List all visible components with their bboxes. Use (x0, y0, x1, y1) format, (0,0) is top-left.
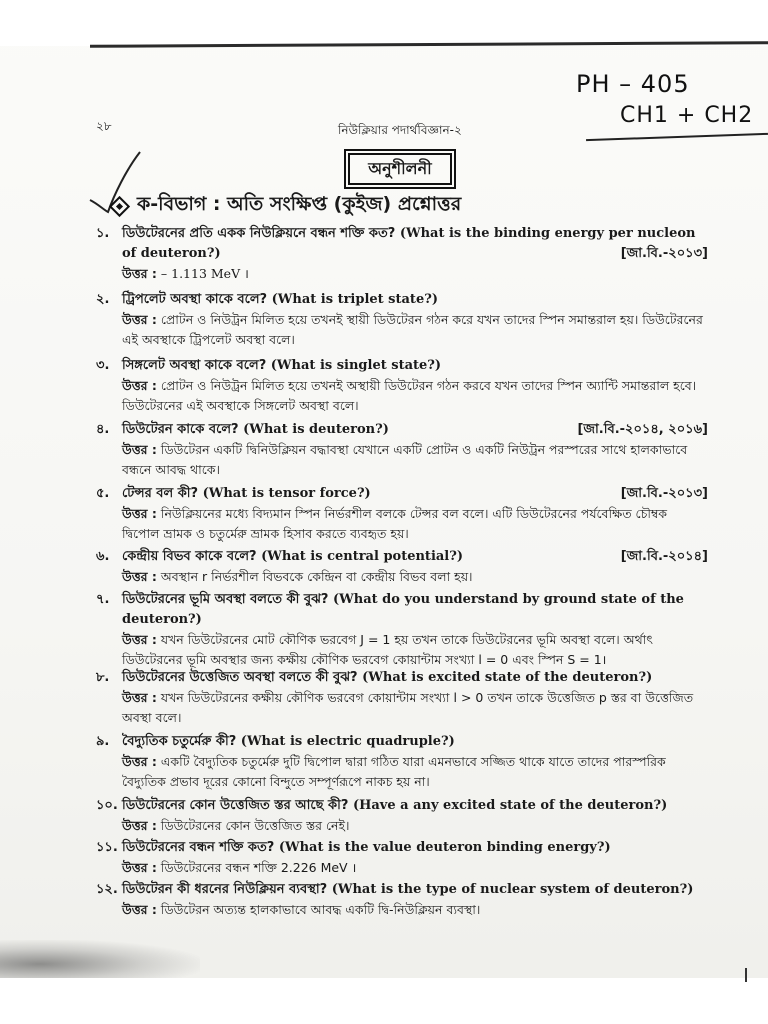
question-bn: বৈদ্যুতিক চতুর্মেরু কী? (122, 734, 237, 749)
question-number: ১০. (96, 798, 118, 813)
question-number: ৩. (96, 358, 110, 373)
question-item (96, 224, 708, 284)
question-text (122, 290, 708, 310)
question-number: ৭. (96, 592, 110, 607)
answer-label: উত্তর : (122, 266, 157, 281)
question-text (122, 880, 708, 900)
answer-label: উত্তর : (122, 902, 157, 917)
answer (122, 688, 708, 728)
question-bn: ডিউটেরনের কোন উত্তেজিত স্তর আছে কী? (122, 798, 349, 813)
answer (122, 900, 708, 920)
question-item (96, 796, 708, 836)
handwritten-chapters: CH1 + CH2 (620, 103, 754, 128)
question-item (96, 732, 708, 792)
question-bn: ডিউটেরনের বন্ধন শক্তি কত? (122, 840, 275, 855)
answer-text: প্রোটন ও নিউট্রন মিলিত হয়ে তখনই অস্থায়ী ডিউটেরন গঠন করবে যখন তাদের স্পিন অ্যান্টি সমান্তরাল হবে। ডিউটেরনের এই অবস্থাকে সিঙ্গলেট অবস্থা বলে। (122, 378, 697, 413)
answer-text: একটি বৈদ্যুতিক চতুর্মেরু দুটি দ্বিপোল দ্বারা গঠিত যারা এমনভাবে সজ্জিত থাকে যাতে তাদের পারস্পরিক বৈদ্যুতিক প্রভাব দূরের কোনো বিন্দুতে সম্পূর্ণরূপে নাকচ হয় না। (122, 754, 666, 789)
question-item (96, 290, 708, 350)
exam-reference: [জা.বি.-২০১৩] (620, 246, 708, 261)
question-en: (What is central potential?) (261, 549, 464, 564)
section-heading (112, 190, 461, 222)
question-en: (What is tensor force?) (202, 486, 371, 501)
scan-shadow (0, 940, 200, 980)
question-text (122, 838, 708, 858)
answer-label: উত্তর : (122, 754, 157, 769)
question-number: ১২. (96, 882, 118, 897)
answer (122, 440, 708, 480)
question-number: ৪. (96, 422, 110, 437)
answer-text: যখন ডিউটেরনের কক্ষীয় কৌণিক ভরবেগ কোয়ান্টাম সংখ্যা l > 0 তখন তাকে উত্তেজিত p স্তর বা উত্তেজিত অবস্থা বলে। (122, 690, 694, 725)
answer-text: যখন ডিউটেরনের মোট কৌণিক ভরবেগ J = 1 হয় তখন তাকে ডিউটেরনের ভূমি অবস্থা বলে। অর্থাৎ ডিউটেরনের ভূমি অবস্থার জন্য কক্ষীয় কৌণিক ভরবেগ কোয়ান্টাম সংখ্যা l = 0 এবং স্পিন S = 1। (122, 632, 653, 667)
question-number: ৫. (96, 486, 110, 501)
exam-reference: [জা.বি.-২০১৩] (620, 486, 708, 501)
answer-label: উত্তর : (122, 569, 157, 584)
question-bn: ট্রিপলেট অবস্থা কাকে বলে? (122, 292, 268, 307)
question-number: ১. (96, 226, 110, 241)
answer-label: উত্তর : (122, 506, 157, 521)
answer-label: উত্তর : (122, 378, 157, 393)
answer (122, 858, 708, 878)
question-bn: ডিউটেরনের ভূমি অবস্থা বলতে কী বুঝ? (122, 592, 329, 607)
question-en: (What is electric quadruple?) (240, 734, 455, 749)
section-heading-text: ক-বিভাগ : অতি সংক্ষিপ্ত (কুইজ) প্রশ্নোত্তর (137, 193, 462, 215)
question-number: ৯. (96, 734, 110, 749)
answer-text: ডিউটেরনের কোন উত্তেজিত স্তর নেই। (160, 818, 350, 833)
question-bn: কেন্দ্রীয় বিভব কাকে বলে? (122, 549, 257, 564)
answer (122, 376, 708, 416)
question-item (96, 838, 708, 878)
answer-text: ডিউটেরন একটি দ্বিনিউক্লিয়ন বদ্ধাবস্থা যেখানে একটি প্রোটন ও একটি নিউট্রন পরস্পরের সাথে হালকাভাবে বন্ধনে আবদ্ধ থাকে। (122, 442, 688, 477)
question-text (122, 796, 708, 816)
answer-label: উত্তর : (122, 632, 157, 647)
question-number: ২. (96, 292, 110, 307)
question-number: ৬. (96, 549, 110, 564)
question-en: (What is the binding energy per nucleon of deuteron?) (122, 226, 696, 261)
answer-label: উত্তর : (122, 442, 157, 457)
answer-label: উত্তর : (122, 690, 157, 705)
exercise-box-title: অনুশীলনী (348, 153, 452, 185)
answer-text: অবস্থান r নির্ভরশীল বিভবকে কেন্দ্রিন বা কেন্দ্রীয় বিভব বলা হয়। (160, 569, 473, 584)
question-en: (Have a any excited state of the deuteron?) (352, 798, 668, 813)
answer-text: প্রোটন ও নিউট্রন মিলিত হয়ে তখনই স্থায়ী ডিউটেরন গঠন করে যখন তাদের স্পিন সমান্তরাল হয়। ডিউটেরনের এই অবস্থাকে ট্রিপলেট অবস্থা বলে। (122, 312, 703, 347)
handwritten-course-code: PH – 405 (576, 70, 690, 98)
question-item (96, 880, 708, 920)
question-en: (What is the type of nuclear system of deuteron?) (331, 882, 694, 897)
question-en: (What is the value deuteron binding energy?) (278, 840, 611, 855)
page-number: ২৮ (96, 119, 112, 133)
exam-reference: [জা.বি.-২০১৪, ২০১৬] (577, 422, 708, 437)
question-item (96, 547, 708, 587)
answer (122, 752, 708, 792)
question-item (96, 420, 708, 480)
scan-edge-mark (745, 968, 747, 982)
question-text (122, 590, 708, 630)
answer-label: উত্তর : (122, 818, 157, 833)
answer (122, 816, 708, 836)
question-bn: ডিউটেরনের প্রতি একক নিউক্লিয়নে বন্ধন শক্তি কত? (122, 226, 396, 241)
answer-text: নিউক্লিয়নের মধ্যে বিদ্যমান স্পিন নির্ভরশীল বলকে টেন্সর বল বলে। এটি ডিউটেরনের পর্যবেক্ষিত চৌম্বক দ্বিপোল ভ্রামক ও চতুর্মেরু ভ্রামক হিসাব করতে ব্যবহৃত হয়। (122, 506, 668, 541)
answer-text: ডিউটেরন অত্যন্ত হালকাভাবে আবদ্ধ একটি দ্বি-নিউক্লিয়ন ব্যবস্থা। (160, 902, 481, 917)
answer-label: উত্তর : (122, 860, 157, 875)
running-title: নিউক্লিয়ার পদার্থবিজ্ঞান-২ (338, 123, 462, 137)
question-number: ১১. (96, 840, 118, 855)
question-en: (What is triplet state?) (271, 292, 438, 307)
question-number: ৮. (96, 670, 110, 685)
question-en: (What do you understand by ground state of the deuteron?) (122, 592, 684, 627)
handwritten-underline (586, 133, 768, 141)
question-en: (What is excited state of the deuteron?) (362, 670, 653, 685)
question-item (96, 668, 708, 728)
question-text (122, 668, 708, 688)
answer-label: উত্তর : (122, 312, 157, 327)
question-text (122, 732, 708, 752)
question-en: (What is singlet state?) (270, 358, 442, 373)
diamond-bullet-icon (109, 195, 130, 216)
question-bn: টেন্সর বল কী? (122, 486, 199, 501)
question-item (96, 356, 708, 416)
scan-top-margin (0, 0, 768, 46)
exam-reference: [জা.বি.-২০১৪] (620, 549, 708, 564)
answer (122, 504, 708, 544)
answer-text: ডিউটেরনের বন্ধন শক্তি 2.226 MeV । (160, 860, 357, 875)
question-item (96, 484, 708, 544)
answer (122, 310, 708, 350)
question-text (122, 356, 708, 376)
question-bn: সিঙ্গলেট অবস্থা কাকে বলে? (122, 358, 267, 373)
question-bn: ডিউটেরন কী ধরনের নিউক্লিয়ন ব্যবস্থা? (122, 882, 328, 897)
answer (122, 630, 708, 670)
question-item (96, 590, 708, 670)
answer (122, 567, 708, 587)
question-en: (What is deuteron?) (243, 422, 389, 437)
answer-text: – 1.113 MeV । (160, 266, 249, 281)
question-bn: ডিউটেরনের উত্তেজিত অবস্থা বলতে কী বুঝ? (122, 670, 358, 685)
answer (122, 264, 708, 284)
scan-bottom-margin (0, 978, 768, 1024)
question-bn: ডিউটেরন কাকে বলে? (122, 422, 239, 437)
